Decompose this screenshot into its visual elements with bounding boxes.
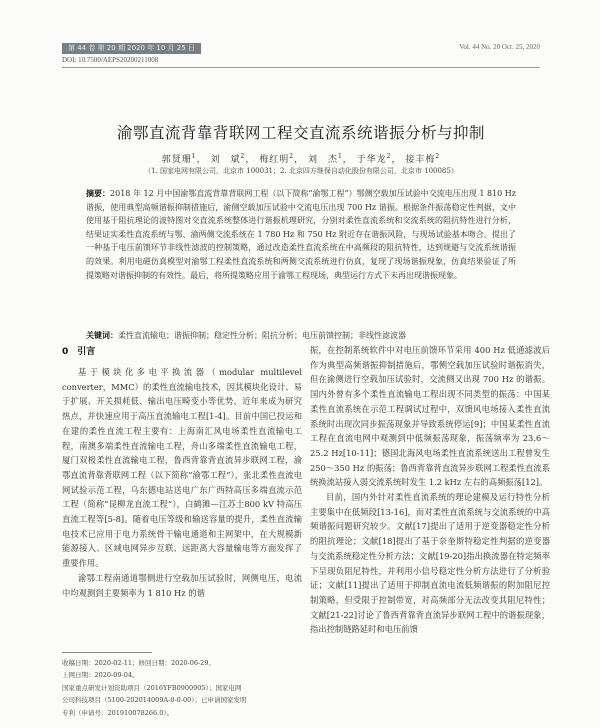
affiliations: （1. 国家电网有限公司，北京市 100031；2. 北京四方继保自动化股份有限公司，北京市 100085）	[144, 167, 458, 175]
keywords-text: 柔性直流输电；谐振抑制；稳定性分析；阻抗分析；电压前馈控制；非线性滤波器	[118, 331, 406, 340]
body-paragraph: 基于模块化多电平换流器（modular multilevel converter，MMC）的柔性直流输电技术，因其模块化设计、易于扩展、开关损耗低、输出电压畸变小等优势，近年来成为研究热点，并快速应用于高压直流输电工程[1-4]。目前中国已投运和在建的柔性直流工程主要有：上海南汇风电场柔性直流输电工程，南澳多端柔性直流输电工程，舟山多端柔性直流输电工程，厦门双极柔性直流输电工程，鲁西背靠背直流异步联网工程，渝鄂直流背靠背联网工程（以下简称“渝鄂工程”），张北柔性直流电网试验示范工程，乌东德电站送电广东广西特高压多端直流示范工程（简称“昆柳龙直流工程”），白鹤滩—江苏土800 kV 特高压直流工程等[5-8]。随着电压等级和输送容量的提升，柔性直流输电技术已应用于电力系统骨干输电通道和主网架中，在大规模新能源接入、区域电网异步互联、远距离大容量输电等方面发挥了重要作用。	[62, 367, 302, 569]
abstract	[86, 187, 516, 282]
author: 郭贤珊$^1$	[161, 153, 197, 165]
footnotes	[62, 657, 302, 719]
body-paragraph: 振，在控制系统软件中对电压前馈环节采用 400 Hz 低通滤波后作为典型高频谐振抑制措施后，鄂侧空载加压试验时谐振消失，但在渝侧进行空载加压试验时，交流侧又出现 700 Hz 的谐振。国内外曾有多个柔性直流输电工程出现不同类型的振荡：中国某柔性直流系统在示范工程调试过程中，双馈风电场接入柔性直流系统时出现次同步振荡现象并导致系统停运[9]；中国某柔性直流工程在直流电网中观测到中低频振荡现象，振荡频率为 23.6～25.2 Hz[10-11]；德国北海风电场柔性直流系统送出工程曾发生 250～350 Hz 的振荡；鲁西背靠背直流异步联网工程柔性直流系统换流站接入弱交流系统时发生 1.2 kHz 左右的高频振荡[12]。	[310, 345, 550, 488]
body-paragraph: 目前，国内外针对柔性直流系统的理论建模及运行特性分析主要集中在低频段[13-16]，而对柔性直流系统与交流系统的中高频谐振问题研究较少。文献[17]提出了适用于逆变器稳定性分析的阻抗理论；文献[18]提出了基于奈奎斯特稳定性判据的逆变器与交流系统稳定性分析方法；文献[19-20]指出换流器在特定频率下呈现负阻尼特性，并利用小信号稳定性分析方法进行了分析验证；文献[11]提出了适用于抑制直流电流低频谐振的附加阻尼控制策略，但受限于控制带宽，对高频部分无法改变其阻尼特性；文献[21-22]讨论了鲁西背靠背直流异步联网工程中的谐振现象，指出控制链路延时和电压前馈	[310, 492, 550, 635]
right-column	[310, 343, 550, 637]
journal-volume-info: Vol. 44 No. 20 Oct. 25, 2020	[459, 43, 540, 51]
footnote-line: 收稿日期：2020-02-11；修回日期：2020-06-29。	[62, 659, 215, 667]
paper-title: 渝鄂直流背靠背联网工程交直流系统谐振分析与抑制	[116, 124, 485, 142]
footnote-rule	[62, 652, 152, 653]
keywords-label: 关键词：	[86, 331, 118, 340]
abstract-label: 摘要：	[86, 189, 111, 198]
author: 刘 斌$^2$	[210, 153, 246, 165]
body-paragraph: 渝鄂工程南通道鄂侧进行空载加压试验时，网侧电压、电流中均观测到主要频率为 1 810 Hz 的谐	[62, 572, 302, 598]
author: 于华龙$^2$	[356, 153, 392, 165]
author: 刘 杰$^1$	[307, 153, 343, 165]
author: 接丰梅$^2$	[405, 153, 441, 165]
journal-issue-badge: 第 44 卷 第 20 期 2020 年 10 月 25 日	[62, 43, 201, 54]
author: 梅红明$^2$	[259, 153, 295, 165]
footnote-line: 上网日期：2020-09-04。	[62, 671, 139, 680]
header-rule	[62, 67, 540, 68]
footnote-line: 专利（申请号：201910078266.0）。	[62, 708, 174, 717]
footnote-line: 公司科技项目（5100-202014009A-0-0-00）；已申请国家发明	[62, 696, 247, 705]
footnote-line: 国家重点研发计划资助项目（2016YFB0900905）；国家电网	[62, 683, 242, 692]
keywords	[86, 329, 516, 342]
section-heading-introduction: 0 引言	[62, 347, 96, 357]
left-column	[62, 345, 302, 600]
doi: DOI: 10.7500/AEPS20200211008	[62, 56, 159, 64]
abstract-text: 2018 年 12 月中国渝鄂直流背靠背联网工程（以下简称“渝鄂工程”）鄂侧空载加压试验中交流电压出现 1 810 Hz 谐振，使用典型高频谐振抑制措施后，渝侧空载加压试验中交流电压出现 700 Hz 谐振。根据条件振荡稳定性判据，文中使用基于阻抗理论的波特图对交直流系统整体进行谐振机理研究，分别对柔性直流系统和交流系统的阻抗特性进行分析，结果证实柔性直流系统与鄂、渝两侧交流系统在 1 780 Hz 和 750 Hz 附近存在谐振风险，与现场试验基本吻合。提出了一种基于电压前馈环节非线性滤波的控制策略，通过改造柔性直流系统在中高频段的阻抗特性，达到规避与交流系统谐振的效果。利用电磁仿真模型对渝鄂工程柔性直流系统和两侧交流系统进行仿真，复现了现场谐振现象，仿真结果验证了所提策略对谐振抑制的有效性。最后，将所提策略应用于渝鄂工程现场，典型运行方式下未再出现谐振现象。	[86, 189, 516, 280]
author-list: 郭贤珊$^1$， 刘 斌$^2$， 梅红明$^2$， 刘 杰$^1$， 于华龙$^2$， 接丰梅$^2$	[161, 153, 441, 165]
